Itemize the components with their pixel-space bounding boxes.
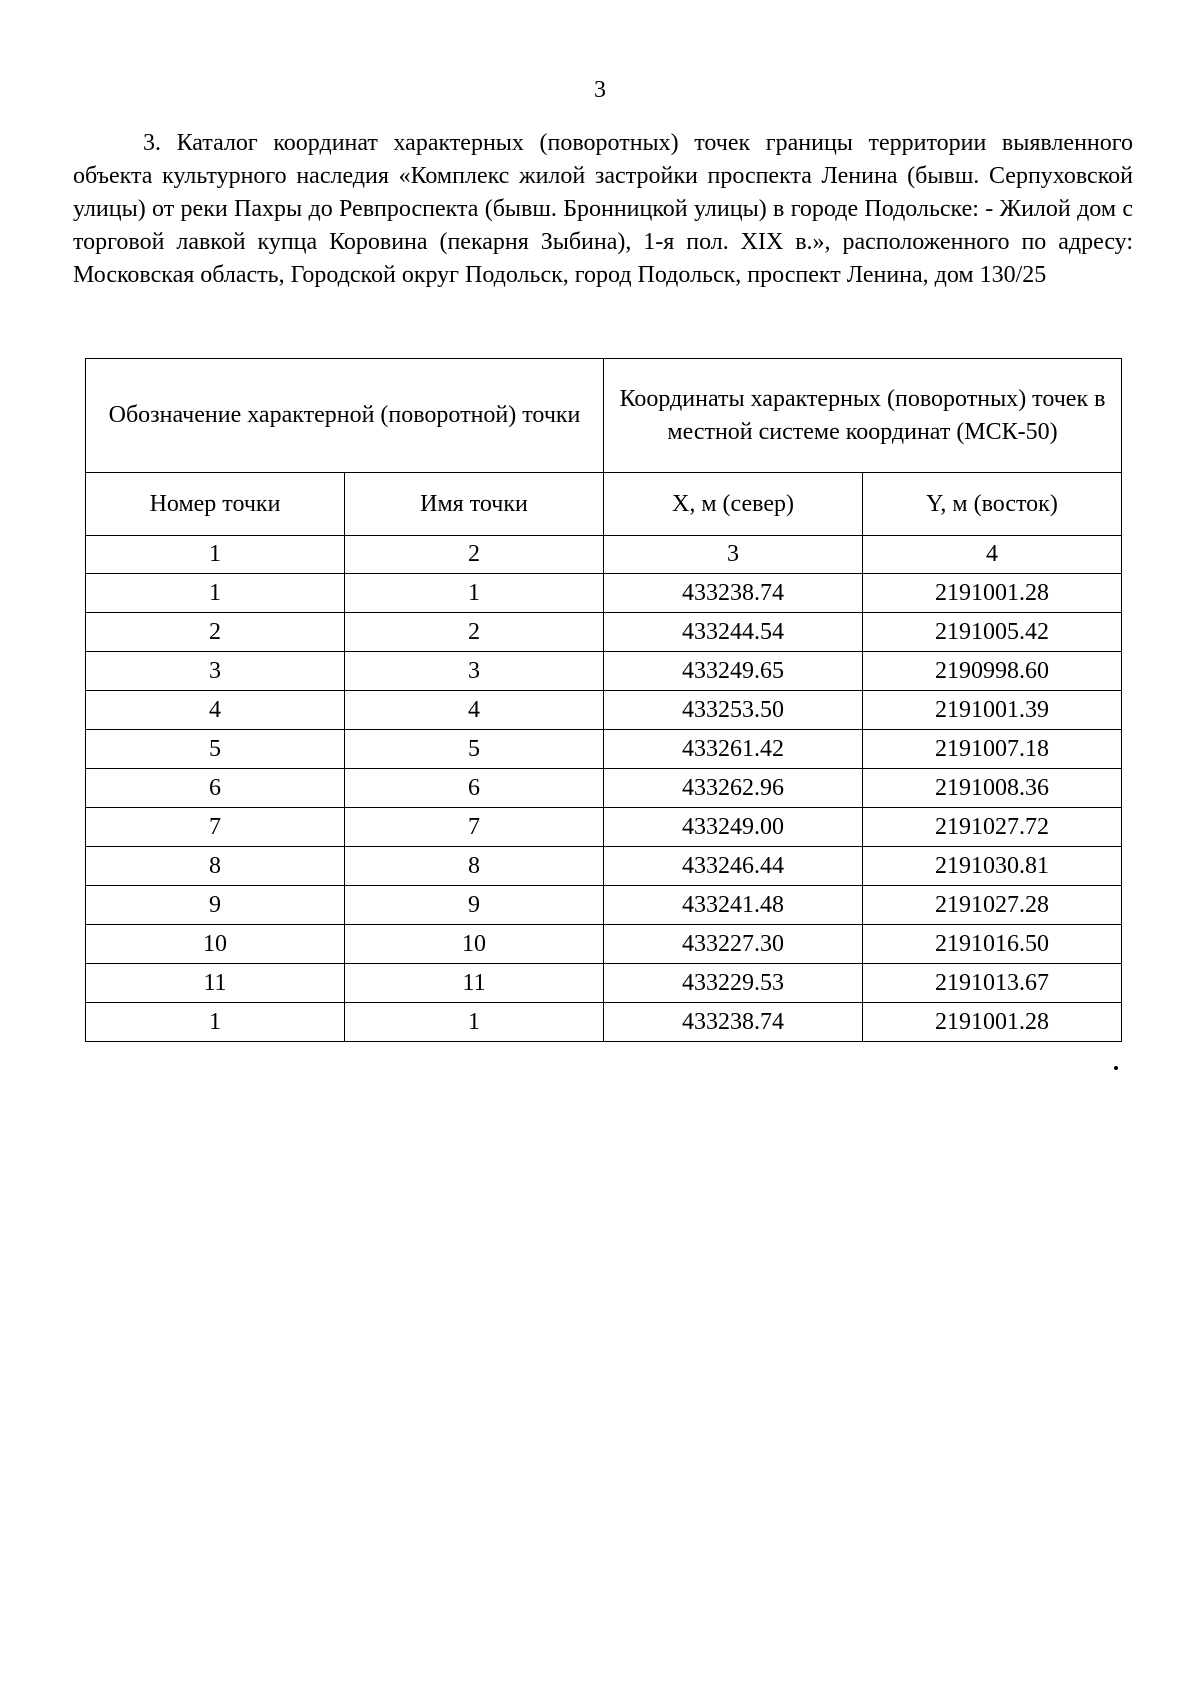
y-coordinate-cell: 2191030.81 [863,847,1122,886]
y-coordinate-cell: 2191027.28 [863,886,1122,925]
table-row [86,847,1122,886]
point-name-cell: 11 [345,964,604,1003]
point-number-cell: 9 [86,886,345,925]
catalog-description-paragraph: 3. Каталог координат характерных (поворотных) точек границы территории выявленного объекта культурного наследия «Комплекс жилой застройки проспекта Ленина (бывш. Серпуховской улицы) от реки Пахры до Ревпроспекта (бывш. Бронницкой улицы) в городе Подольске: - Жилой дом с торговой лавкой купца Коровина (пекарня Зыбина), 1-я пол. XIX в.», расположенного по адресу: Московская область, Городской округ Подольск, город Подольск, проспект Ленина, дом 130/25 [73,130,1133,288]
x-coordinate-cell: 433238.74 [604,574,863,613]
x-coordinate-cell: 433244.54 [604,613,863,652]
point-name-cell: 6 [345,769,604,808]
coordinates-catalog-table [85,358,1122,1042]
column-index: 4 [863,536,1122,574]
point-number-cell: 1 [86,574,345,613]
x-coordinate-cell: 433249.00 [604,808,863,847]
point-number-cell: 7 [86,808,345,847]
point-name-cell: 10 [345,925,604,964]
x-coordinate-cell: 433261.42 [604,730,863,769]
x-coordinate-cell: 433249.65 [604,652,863,691]
point-number-cell: 1 [86,1003,345,1042]
x-coordinate-cell: 433241.48 [604,886,863,925]
x-coordinate-cell: 433238.74 [604,1003,863,1042]
column-header-y: Y, м (восток) [863,473,1122,536]
column-index: 1 [86,536,345,574]
coordinates-header: Координаты характерных (поворотных) точек в местной системе координат (МСК-50) [604,359,1122,473]
point-number-cell: 10 [86,925,345,964]
x-coordinate-cell: 433229.53 [604,964,863,1003]
table-row [86,886,1122,925]
point-designation-header: Обозначение характерной (поворотной) точки [86,359,604,473]
y-coordinate-cell: 2191001.28 [863,1003,1122,1042]
point-number-cell: 8 [86,847,345,886]
table-row [86,574,1122,613]
point-number-cell: 6 [86,769,345,808]
y-coordinate-cell: 2190998.60 [863,652,1122,691]
column-index: 2 [345,536,604,574]
y-coordinate-cell: 2191016.50 [863,925,1122,964]
x-coordinate-cell: 433262.96 [604,769,863,808]
point-name-cell: 1 [345,1003,604,1042]
table-row [86,925,1122,964]
point-name-cell: 5 [345,730,604,769]
point-name-cell: 7 [345,808,604,847]
point-number-cell: 11 [86,964,345,1003]
table-row [86,769,1122,808]
point-number-cell: 5 [86,730,345,769]
point-number-cell: 4 [86,691,345,730]
x-coordinate-cell: 433246.44 [604,847,863,886]
y-coordinate-cell: 2191013.67 [863,964,1122,1003]
point-name-cell: 4 [345,691,604,730]
point-number-cell: 3 [86,652,345,691]
x-coordinate-cell: 433253.50 [604,691,863,730]
x-coordinate-cell: 433227.30 [604,925,863,964]
column-header-point-name: Имя точки [345,473,604,536]
point-name-cell: 3 [345,652,604,691]
y-coordinate-cell: 2191008.36 [863,769,1122,808]
table-row [86,730,1122,769]
y-coordinate-cell: 2191005.42 [863,613,1122,652]
column-header-point-number: Номер точки [86,473,345,536]
table-row [86,808,1122,847]
table-row [86,1003,1122,1042]
table-row [86,652,1122,691]
column-index-row [86,536,1122,574]
y-coordinate-cell: 2191001.39 [863,691,1122,730]
table-row [86,964,1122,1003]
column-header-x: X, м (север) [604,473,863,536]
point-name-cell: 2 [345,613,604,652]
column-index: 3 [604,536,863,574]
trailing-dot [1114,1066,1118,1070]
point-number-cell: 2 [86,613,345,652]
y-coordinate-cell: 2191007.18 [863,730,1122,769]
y-coordinate-cell: 2191001.28 [863,574,1122,613]
table-row [86,613,1122,652]
point-name-cell: 1 [345,574,604,613]
point-name-cell: 8 [345,847,604,886]
column-header-row [86,473,1122,536]
table-row [86,691,1122,730]
group-header-row [86,359,1122,473]
page-number: 3 [594,77,606,103]
point-name-cell: 9 [345,886,604,925]
y-coordinate-cell: 2191027.72 [863,808,1122,847]
